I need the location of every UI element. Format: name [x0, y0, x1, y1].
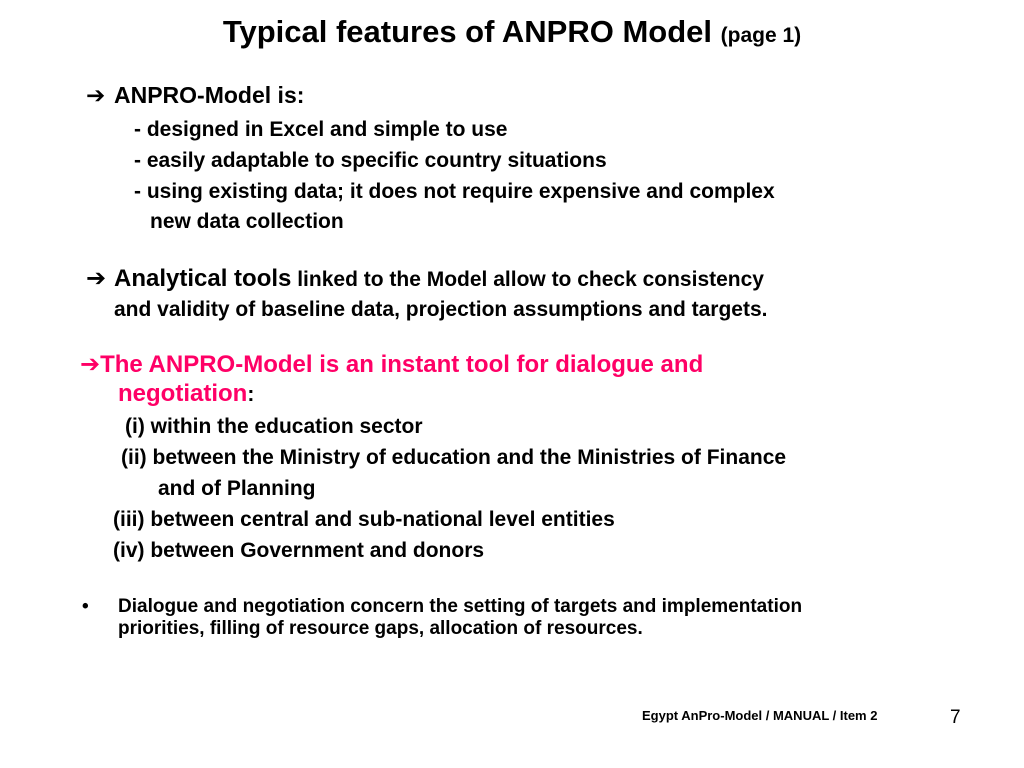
bullet-line1: Dialogue and negotiation concern the setting of targets and implementation: [118, 596, 803, 617]
slide-title: [0, 14, 1024, 50]
section3-item: (iii) between central and sub-national level entities: [113, 508, 615, 531]
bullet-line2: priorities, filling of resource gaps, allocation of resources.: [118, 618, 643, 639]
section3-item: (i) within the education sector: [125, 415, 423, 438]
page-number: 7: [950, 707, 961, 728]
section2-line2: and validity of baseline data, projection assumptions and targets.: [114, 298, 768, 321]
section2-title: Analytical tools: [114, 265, 292, 292]
section3-heading-cont: negotiation:: [118, 380, 255, 407]
section1-heading: ➔ ANPRO-Model is:: [86, 82, 305, 108]
arrow-icon: ➔: [86, 265, 107, 292]
section1-item: - easily adaptable to specific country situations: [134, 149, 607, 172]
title-main: Typical features of ANPRO Model: [222, 14, 713, 49]
section1-item: - designed in Excel and simple to use: [134, 118, 508, 141]
section2-heading: [86, 264, 764, 293]
section3-item: (iv) between Government and donors: [113, 539, 485, 562]
title-page: (page 1): [720, 24, 802, 47]
arrow-icon: ➔: [80, 351, 101, 378]
section1-item: new data collection: [150, 210, 344, 233]
section3-item: (ii) between the Ministry of education and the Ministries of Finance: [121, 446, 787, 469]
section3-item: and of Planning: [158, 477, 316, 500]
bullet-marker: •: [82, 596, 89, 617]
section2-line1: linked to the Model allow to check consistency: [297, 268, 764, 291]
footer-text: Egypt AnPro-Model / MANUAL / Item 2: [642, 708, 878, 723]
arrow-icon: ➔: [86, 82, 106, 108]
section1-item: - using existing data; it does not require expensive and complex: [134, 180, 775, 203]
section3-heading: ➔The ANPRO-Model is an instant tool for dialogue and: [80, 351, 704, 378]
